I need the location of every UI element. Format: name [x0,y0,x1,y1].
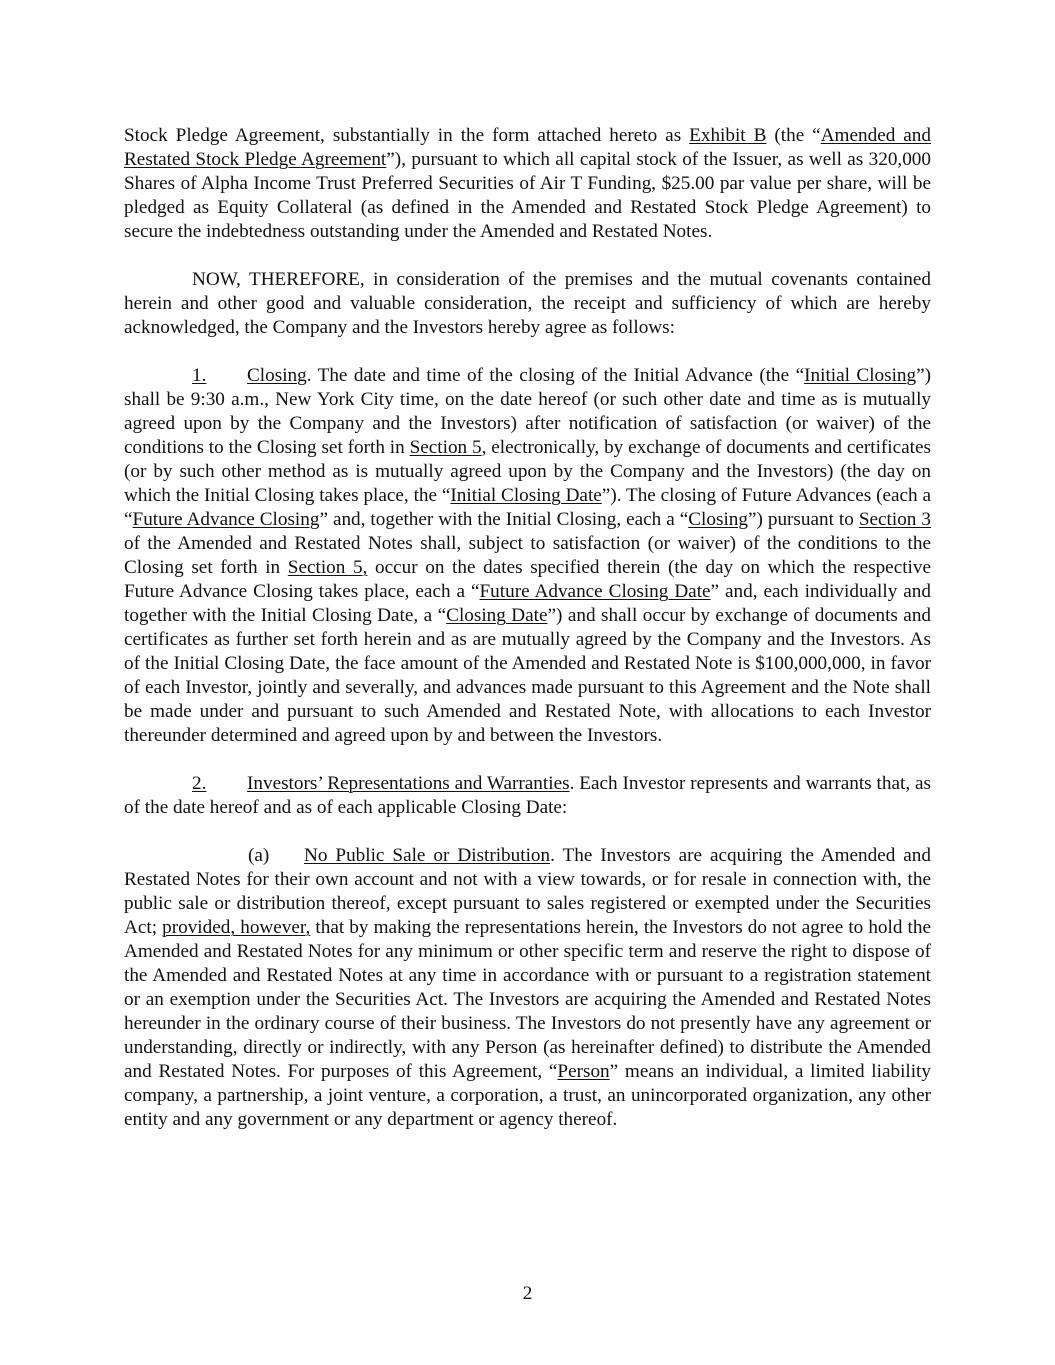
text-run: ” means an individual, a limited liability company, a partnership, a joint venture, a corporation, a trust, an unincorporated organization, any other entity and any government or any department or agency thereof. [124,1061,931,1130]
section-2-representations [124,772,931,820]
defined-term-closing: Closing [688,509,748,530]
section-number: 1. [192,365,207,386]
text-run: ”). The closing of Future Advances (each a “ [124,485,931,530]
text-run: . Each Investor represents and warrants that, as of the date hereof and as of each applicable Closing Date: [124,773,931,818]
section-1-closing [124,364,931,748]
defined-term-closing-date: Closing Date [446,605,548,626]
text-run: that by making the representations herein, the Investors do not agree to hold the Amended and Restated Notes for any minimum or other specific term and reserve the right to dispose of the Amended and Restated Notes at any time in accordance with or pursuant to a registration statement or an exemption under the Securities Act. The Investors are acquiring the Amended and Restated Notes hereunder in the ordinary course of their business. The Investors do not presently have any agreement or understanding, directly or indirectly, with any Person (as hereinafter defined) to distribute the Amended and Restated Notes. For purposes of this Agreement, “ [124,917,931,1082]
text-run: ”), pursuant to which all capital stock of the Issuer, as well as 320,000 Shares of Alpha Income Trust Preferred Securities of Air T Funding, $25.00 par value per share, will be pledged as Equity Collateral (as defined in the Amended and Restated Stock Pledge Agreement) to secure the indebtedness outstanding under the Amended and Restated Notes. [124,149,931,242]
text-run: ” and, each individually and together with the Initial Closing Date, a “ [124,581,931,626]
defined-term-stock-pledge-agreement: Amended and Restated Stock Pledge Agreement [124,125,931,170]
exhibit-b-reference: Exhibit B [689,125,767,146]
text-run: ” and, together with the Initial Closing, each a “ [319,509,689,530]
defined-term-future-advance-closing: Future Advance Closing [132,509,320,530]
text-run: . The date and time of the closing of the Initial Advance (the “ [306,365,805,386]
subsection-number: (a) [248,845,270,866]
paragraph-stock-pledge [124,124,931,244]
defined-term-initial-closing-date: Initial Closing Date [450,485,602,506]
defined-term-person: Person [557,1061,610,1082]
text-run: , electronically, by exchange of documents and certificates (or by such other method as is mutually agreed upon by the Company and the Investors) (the day on which the Initial Closing takes place, the “ [124,437,931,506]
defined-term-initial-closing: Initial Closing [804,365,917,386]
text-run: of the Amended and Restated Notes shall, subject to satisfaction (or waiver) of the conditions to the Closing set forth in [124,533,931,578]
provided-however-term: provided, however, [162,917,311,938]
document-body [124,124,931,1156]
section-heading: Closing [247,365,307,386]
section-heading: Investors’ Representations and Warranties [247,773,570,794]
section-5-reference: Section 5 [409,437,482,458]
page-number: 2 [522,1283,533,1304]
text-run: occur on the dates specified therein (the day on which the respective Future Advance Closing takes place, each a “ [124,557,931,602]
text-run: ”) and shall occur by exchange of documents and certificates as further set forth herein and as are mutually agreed by the Company and the Investors. As of the Initial Closing Date, the face amount of the Amended and Restated Note is $100,000,000, in favor of each Investor, jointly and severally, and advances made pursuant to this Agreement and the Note shall be made under and pursuant to such Amended and Restated Note, with allocations to each Investor thereunder determined and agreed upon by and between the Investors. [124,605,932,746]
text-run: . The Investors are acquiring the Amended and Restated Notes for their own account and not with a view towards, or for resale in connection with, the public sale or distribution thereof, except pursuant to sales registered or exempted under the Securities Act; [124,845,931,938]
text-run: ”) shall be 9:30 a.m., New York City time, on the date hereof (or such other date and time as is mutually agreed upon by the Company and the Investors) after notification of satisfaction (or waiver) of the conditions to the Closing set forth in [124,365,932,458]
text-run: ”) pursuant to [747,509,859,530]
section-number: 2. [192,773,207,794]
text-run: NOW, THEREFORE, in consideration of the premises and the mutual covenants contained herein and other good and valuable consideration, the receipt and sufficiency of which are hereby acknowledged, the Company and the Investors hereby agree as follows: [124,269,931,338]
subsection-heading: No Public Sale or Distribution [304,845,551,866]
section-5-reference: Section 5, [287,557,368,578]
section-2a-no-public-sale [124,844,931,1132]
section-3-reference: Section 3 [858,509,931,530]
text-run: Stock Pledge Agreement, substantially in the form attached hereto as [124,125,690,146]
defined-term-future-advance-closing-date: Future Advance Closing Date [479,581,711,602]
paragraph-now-therefore [124,268,931,340]
text-run: (the “ [766,125,821,146]
